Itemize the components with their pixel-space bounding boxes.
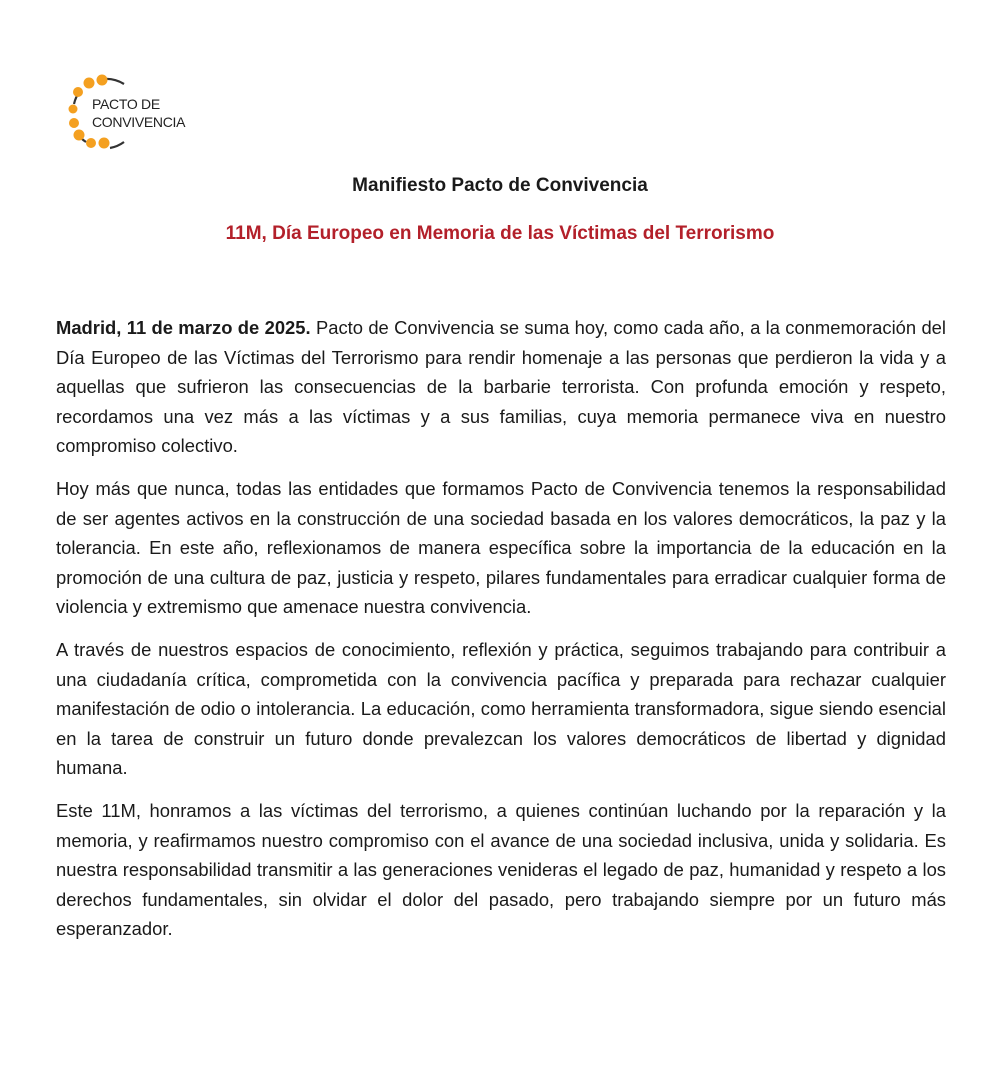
paragraph-4: Este 11M, honramos a las víctimas del terrorismo, a quienes continúan luchando por la reparación y la memoria, y reafirmamos nuestro compromiso con el avance de una sociedad inclusiva, unida y solidaria. Es nuestra responsabilidad transmitir a las generaciones venideras el legado de paz, humanidad y respeto a los derechos fundamentales, sin olvidar el dolor del pasado, pero trabajando siempre por un futuro más esperanzador. <box>56 799 946 940</box>
dateline: Madrid, 11 de marzo de 2025. <box>56 317 311 338</box>
paragraph-2: Hoy más que nunca, todas las entidades que formamos Pacto de Convivencia tenemos la responsabilidad de ser agentes activos en la construcción de una sociedad basada en los valores democráticos, la paz y la tolerancia. En este año, reflexionamos de manera específica sobre la importancia de la educación en la promoción de una cultura de paz, justicia y respeto, pilares fundamentales para erradicar cualquier forma de violencia y extremismo que amenace nuestra convivencia. <box>56 477 946 618</box>
manifesto-body <box>56 313 946 957</box>
paragraph-1-text: Pacto de Convivencia se suma hoy, como cada año, a la conmemoración del Día Europeo de las Víctimas del Terrorismo para rendir homenaje a las personas que perdieron la vida y a aquellas que sufrieron las consecuencias de la barbarie terrorista. Con profunda emoción y respeto, recordamos una vez más a las víctimas y a sus familias, cuya memoria permanece viva en nuestro compromiso colectivo. <box>56 317 946 457</box>
paragraph-3: A través de nuestros espacios de conocimiento, reflexión y práctica, seguimos trabajando para contribuir a una ciudadanía crítica, comprometida con la convivencia pacífica y preparada para rechazar cualquier manifestación de odio o intolerancia. La educación, como herramienta transformadora, sigue siendo esencial en la tarea de construir un futuro donde prevalezcan los valores democráticos de libertad y dignidad humana. <box>56 638 946 779</box>
paragraph-1 <box>56 313 946 461</box>
page-title: Manifiesto Pacto de Convivencia <box>352 175 648 196</box>
logo-wordmark <box>92 95 185 131</box>
page-subtitle: 11M, Día Europeo en Memoria de las Víctimas del Terrorismo <box>225 223 775 244</box>
logo-line-2: CONVIVENCIA <box>92 114 186 130</box>
pacto-de-convivencia-logo <box>66 74 206 154</box>
logo-line-1: PACTO DE <box>92 96 160 112</box>
